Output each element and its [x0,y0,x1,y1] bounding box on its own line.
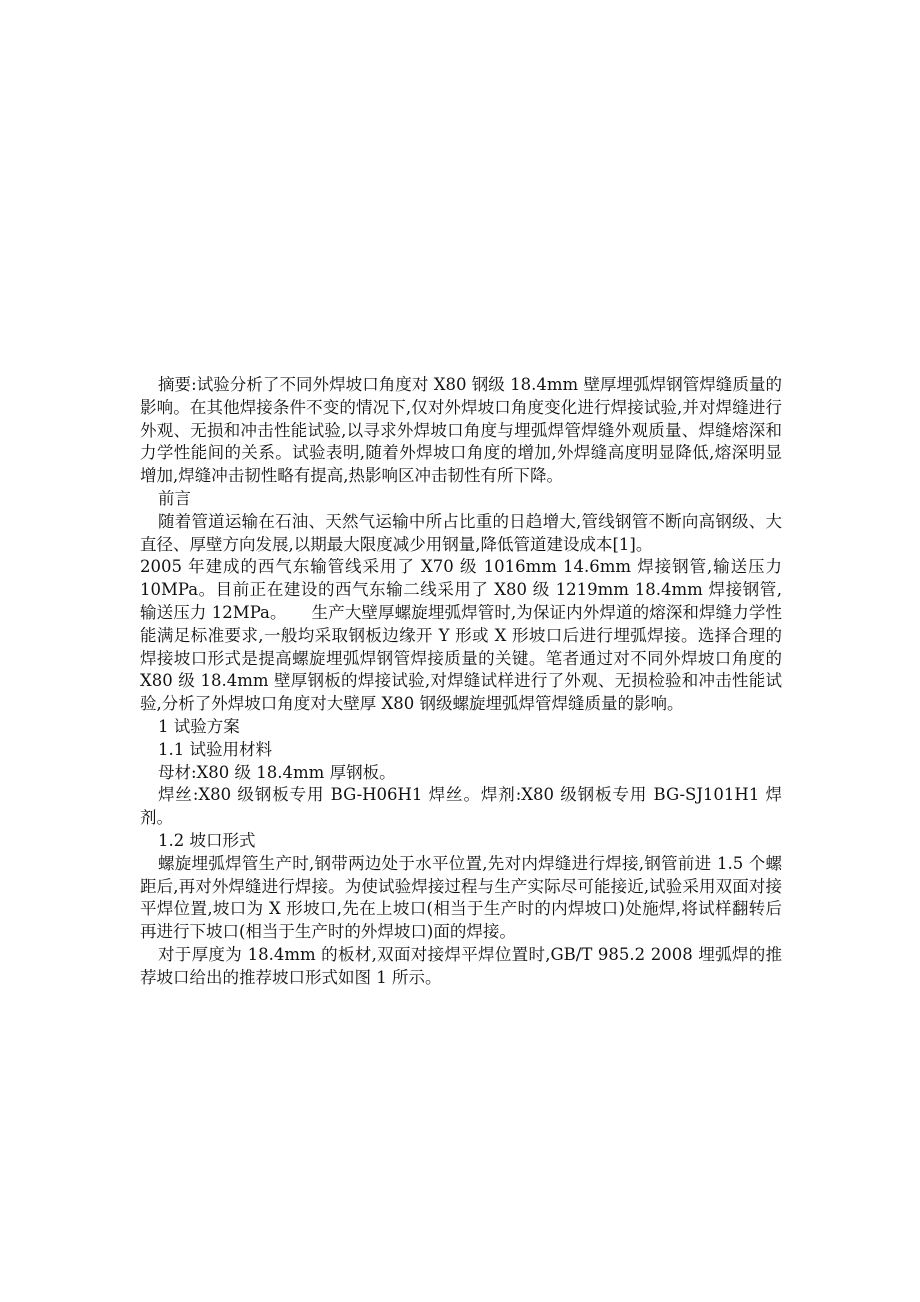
wire-flux-paragraph: 焊丝:X80 级钢板专用 BG-H06H1 焊丝。焊剂:X80 级钢板专用 BG-SJ101H1 焊剂。 [140,785,782,828]
preface-paragraph-2: 2005 年建成的西气东输管线采用了 X70 级 1016mm 14.6mm 焊接钢管,输送压力 10MPa。目前正在建设的西气东输二线采用了 X80 级 1219mm 18.4mm 焊接钢管,输送压力 12MPa。 生产大壁厚螺旋埋弧焊管时,为保证内外焊道的熔深和焊缝力学性能满足标准要求,一般均采取钢板边缘开 Y 形或 X 形坡口后进行埋弧焊接。选择合理的焊接坡口形式是提高螺旋埋弧焊钢管焊接质量的关键。笔者通过对不同外焊坡口角度的 X80 级 18.4mm 壁厚钢板的焊接试验,对焊缝试样进行了外观、无损检验和冲击性能试验,分析了外焊坡口角度对大壁厚 X80 钢级螺旋埋弧焊管焊缝质量的影响。 [140,557,782,714]
preface-paragraph-1: 随着管道运输在石油、天然气运输中所占比重的日趋增大,管线钢管不断向高钢级、大直径、厚壁方向发展,以期最大限度减少用钢量,降低管道建设成本[1]。 [140,511,782,554]
section-1-heading: 1 试验方案 [158,716,240,736]
section-1-1-heading: 1.1 试验用材料 [158,739,272,759]
preface-heading: 前言 [158,488,191,508]
document-body [140,374,782,990]
section-1-2-heading: 1.2 坡口形式 [158,830,256,850]
groove-paragraph-2: 对于厚度为 18.4mm 的板材,双面对接焊平焊位置时,GB/T 985.2 2008 埋弧焊的推荐坡口给出的推荐坡口形式如图 1 所示。 [140,944,782,987]
base-material-paragraph: 母材:X80 级 18.4mm 厚钢板。 [158,762,396,782]
groove-paragraph-1: 螺旋埋弧焊管生产时,钢带两边处于水平位置,先对内焊缝进行焊接,钢管前进 1.5 个螺距后,再对外焊缝进行焊接。为使试验焊接过程与生产实际尽可能接近,试验采用双面对接平焊位置,坡口为 X 形坡口,先在上坡口(相当于生产时的内焊坡口)处施焊,将试样翻转后再进行下坡口(相当于生产时的外焊坡口)面的焊接。 [140,853,782,942]
abstract-paragraph: 摘要:试验分析了不同外焊坡口角度对 X80 钢级 18.4mm 壁厚埋弧焊钢管焊缝质量的影响。在其他焊接条件不变的情况下,仅对外焊坡口角度变化进行焊接试验,并对焊缝进行外观、无损和冲击性能试验,以寻求外焊坡口角度与埋弧焊管焊缝外观质量、焊缝熔深和力学性能间的关系。试验表明,随着外焊坡口角度的增加,外焊缝高度明显降低,熔深明显增加,焊缝冲击韧性略有提高,热影响区冲击韧性有所下降。 [140,375,782,486]
